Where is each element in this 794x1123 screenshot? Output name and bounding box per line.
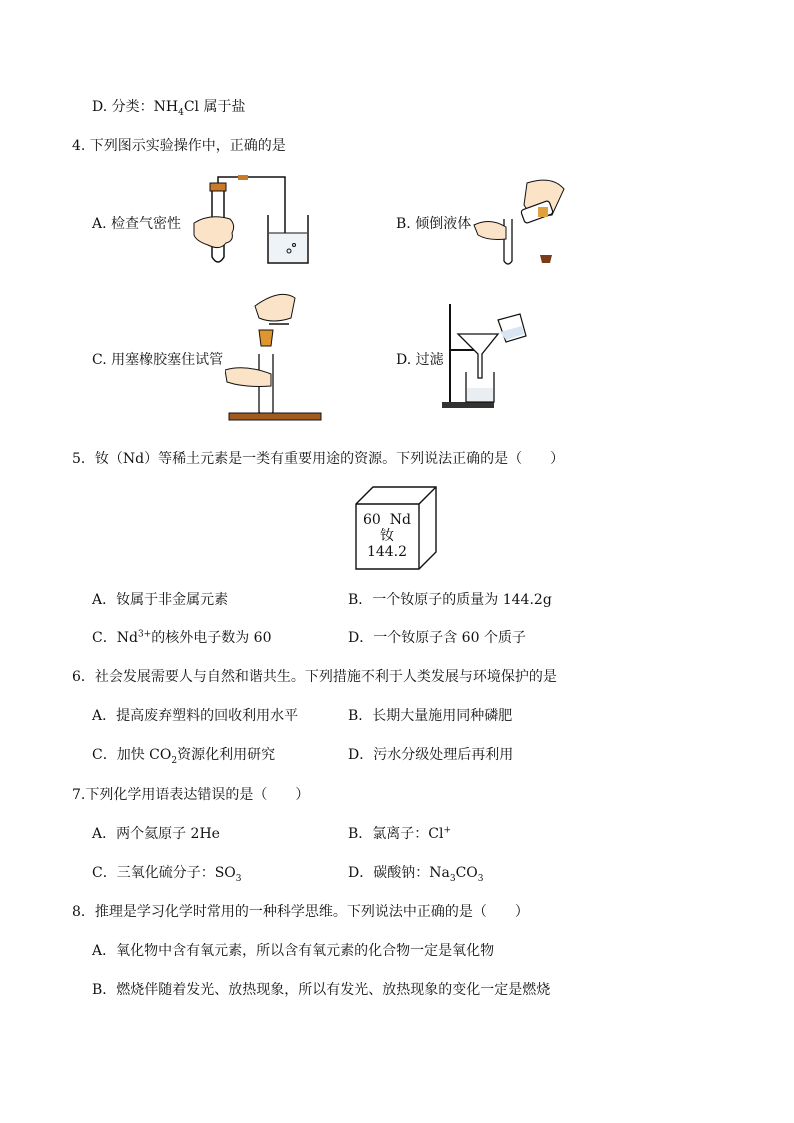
q4-option-d: D. 过滤 — [396, 352, 444, 368]
q8-stem: 8．推理是学习化学时常用的一种科学思维。下列说法中正确的是（ ） — [72, 904, 529, 920]
q6-option-b: B．长期大量施用同种磷肥 — [348, 708, 513, 724]
q5-option-c: C．$Nd^{3+}$的核外电子数为 60 — [92, 629, 272, 646]
q7-option-b: B．氯离子：Cl+ — [348, 825, 452, 842]
element-symbol: Nd — [389, 512, 411, 528]
filtration-figure — [440, 300, 535, 412]
q7-option-a: A．两个氦原子 2He — [92, 826, 220, 842]
pouring-liquid-figure — [472, 175, 572, 270]
q4-stem: 4. 下列图示实验操作中，正确的是 — [72, 138, 286, 154]
q6-stem: 6．社会发展需要人与自然和谐共生。下列措施不利于人类发展与环境保护的是 — [72, 669, 557, 685]
q4-option-a: A. 检查气密性 — [92, 216, 182, 232]
q8-option-b: B．燃烧伴随着发光、放热现象，所以有发光、放热现象的变化一定是燃烧 — [92, 982, 551, 998]
atomic-mass: 144.2 — [366, 544, 408, 560]
q5-option-a: A．钕属于非金属元素 — [92, 592, 229, 608]
q5-option-d: D．一个钕原子含 60 个质子 — [348, 630, 526, 646]
q6-option-c: C．加快 $CO_2$资源化利用研究 — [92, 747, 276, 766]
airtightness-check-figure — [190, 175, 320, 270]
q8-option-a: A．氧化物中含有氧元素，所以含有氧元素的化合物一定是氧化物 — [92, 943, 495, 959]
q6-option-a: A．提高废弃塑料的回收利用水平 — [92, 708, 299, 724]
q3-option-d: D. 分类：$NH_4Cl$ 属于盐 — [92, 99, 246, 118]
element-name: 钕 — [380, 528, 394, 544]
q7-option-d: D．碳酸钠：$Na_3CO_3$ — [348, 865, 484, 884]
q5-stem: 5．钕（Nd）等稀土元素是一类有重要用途的资源。下列说法正确的是（ ） — [72, 451, 565, 467]
q4-option-b: B. 倾倒液体 — [396, 216, 472, 232]
element-card-nd — [355, 486, 437, 570]
atomic-number: 60 — [363, 512, 381, 528]
stopper-insertion-figure — [225, 288, 325, 423]
q4-option-c: C. 用塞橡胶塞住试管 — [92, 352, 224, 368]
q5-option-b: B．一个钕原子的质量为 144.2g — [348, 592, 552, 608]
q7-stem: 7.下列化学用语表达错误的是（ ） — [72, 787, 310, 803]
q7-option-c: C．三氧化硫分子：$SO_3$ — [92, 865, 242, 884]
q6-option-d: D．污水分级处理后再利用 — [348, 747, 514, 763]
